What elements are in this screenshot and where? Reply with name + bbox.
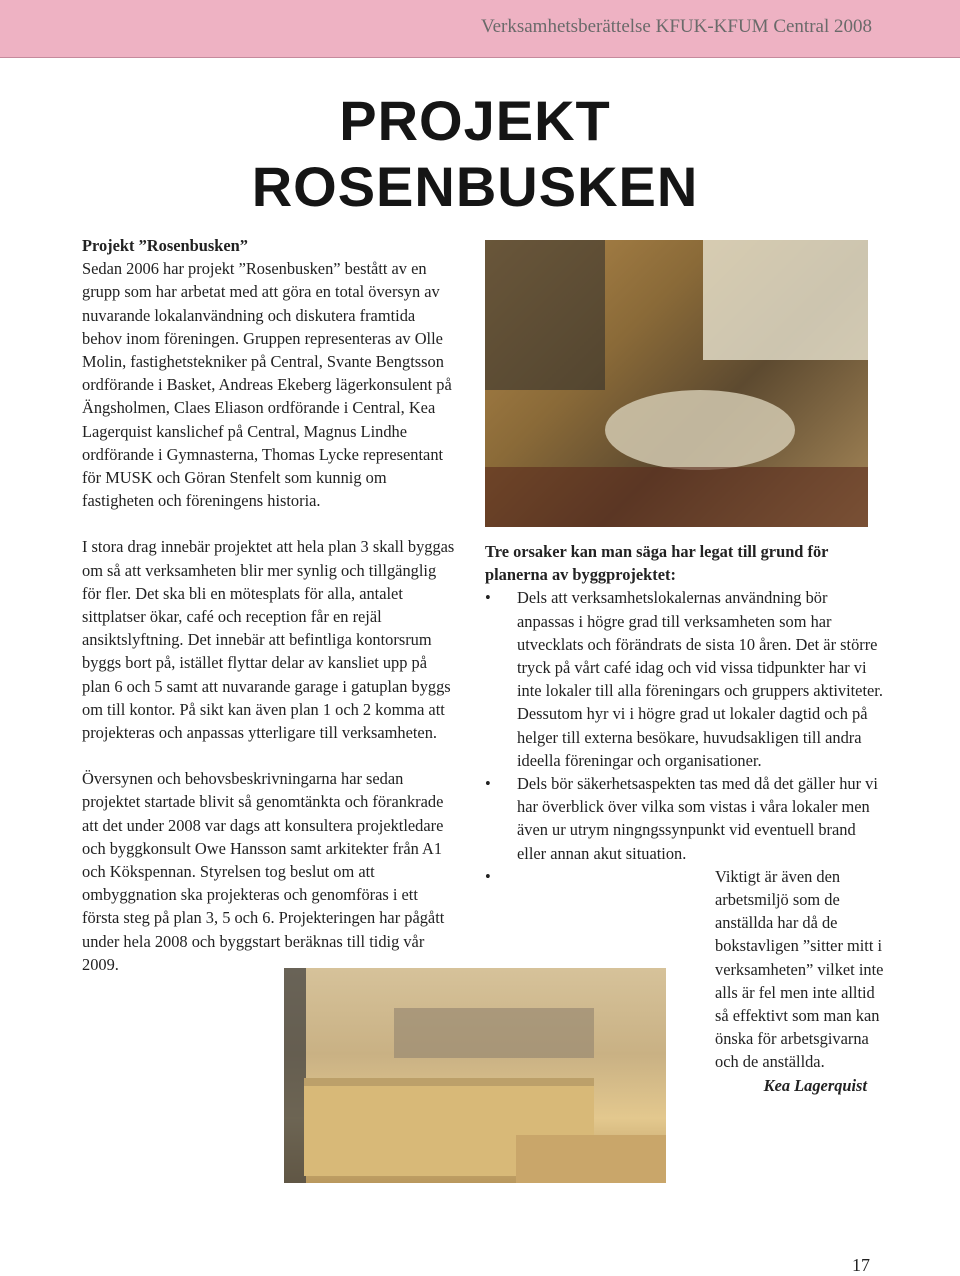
paragraph-group: Sedan 2006 har projekt ”Rosenbusken” bestått av en grupp som har arbetat med att göra en total översyn av nuvarande lokalanvändning och diskutera framtida behov inom föreningen. Gruppen representeras av Olle Molin, fastighetstekniker på Central, Svante Bengtsson ordförande i Basket, Andreas Ekeberg lägerkonsulent på Ängsholmen, Claes Eliason ordförande i Central, Kea Lagerquist kanslichef på Central, Magnus Lindhe ordförande i Gymnasterna, Thomas Lycke representant för MUSK och Göran Stenfelt som kunnig om fastigheten och föreningens historia. — [82, 259, 452, 511]
header-band — [0, 0, 960, 58]
photo-door — [284, 968, 306, 1183]
page-title-line-2: ROSENBUSKEN — [251, 155, 699, 218]
running-header: Verksamhetsberättelse KFUK-KFUM Central 2008 — [480, 16, 872, 37]
left-column — [82, 234, 457, 976]
photo-table — [516, 1135, 666, 1183]
reason-item: • Dels bör säkerhetsaspekten tas med då det gäller hur vi har överblick över vilka som vistas i våra lokaler men även ur utrym ningngssynpunkt vid eventuell brand eller annan akut situation. — [485, 772, 885, 865]
reason-item: • Dels att verksamhetslokalernas användning bör anpassas i högre grad till verksamheten som har utvecklats och förändrats de sista 10 åren. Det är större tryck på vårt café idag och vid vissa tidpunkter har vi inte lokaler till alla föreningars och gruppers aktiviteter. Dessutom hyr vi i högre grad ut lokaler dagtid och på helger till externa besökare, huvudsakligen till andra ideella föreningar och organisationer. — [485, 586, 885, 772]
reasons-intro: Tre orsaker kan man säga har legat till grund för planerna av byggprojektet: — [485, 542, 829, 585]
photo-shelf — [394, 1008, 594, 1058]
section-heading: Projekt ”Rosenbusken” — [82, 236, 248, 255]
page-number: 17 — [852, 1255, 870, 1275]
page-title-line-1: PROJEKT — [339, 89, 611, 152]
cafe-photo — [284, 968, 666, 1183]
reason-item-text: Viktigt är även den arbetsmiljö som de anställda har då de bokstavligen ”sitter mitt i verksamheten” vilket inte alls är fel men inte alltid så effektivt som man kan önska för arbetsgivarna och de anställda. — [715, 866, 884, 1072]
page-title — [210, 88, 740, 220]
photo-window-right — [703, 240, 868, 360]
paragraph-overview: Översynen och behovsbeskrivningarna har sedan projektet startade blivit så genomtänkta och förankrade att det under 2008 var dags att konsultera projektledare och byggkonsult Owe Hansson samt arkitekter från A1 och Kökspennan. Styrelsen tog beslut om att ombyggnation ska projekteras och genomföras i ett första steg på plan 3, 5 och 6. Projekteringen har pågått under hela 2008 och byggstart beräknas till tidig vår 2009. — [82, 769, 445, 974]
photo-table — [605, 390, 795, 470]
photo-window-left — [485, 240, 605, 390]
signature: Kea Lagerquist — [763, 1075, 867, 1095]
photo-chairs — [485, 467, 868, 527]
paragraph-plan: I stora drag innebär projektet att hela plan 3 skall byggas om så att verksamheten blir mer synlig och tillgänglig för fler. Det ska bli en mötesplats för alla, antalet sittplatser ökar, café och reception får en rejäl ansiktslyftning. Det innebär att befintliga kontorsrum byggs bort på, istället flyttar delar av kansliet upp på plan 6 och 5 samt att nuvarande garage i gatuplan byggs om till kontor. På sikt kan även plan 1 och 2 komma att projekteras och anpassas ytterligare till verksamheten. — [82, 537, 455, 743]
meeting-photo — [485, 240, 868, 527]
